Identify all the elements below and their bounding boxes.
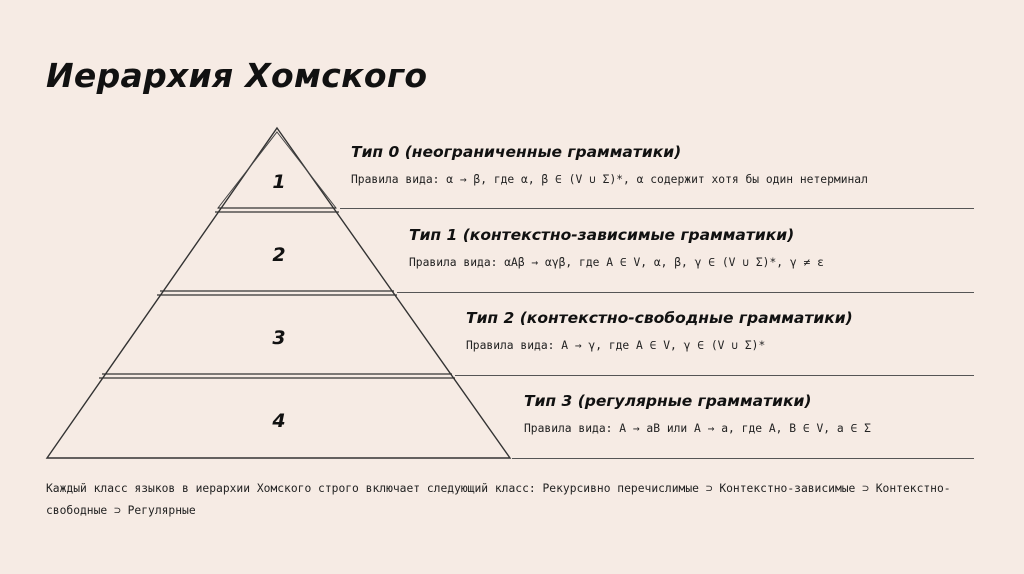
level-4-number: 4: [272, 410, 286, 432]
level-1-heading: Тип 0 (неограниченные грамматики): [351, 143, 682, 161]
level-1-number: 1: [272, 171, 286, 193]
level-4-block: [524, 392, 871, 435]
level-2-block: [409, 226, 824, 269]
footer-note: Каждый класс языков в иерархии Хомского строго включает следующий класс: Рекурсивно перечислимые ⊃ Контекстно-зависимые ⊃ Контекстно-свободные ⊃ Регулярные: [46, 482, 951, 517]
level-1-block: [351, 143, 868, 186]
level-3-number: 3: [272, 327, 286, 349]
level-3-heading: Тип 2 (контекстно-свободные грамматики): [466, 309, 853, 327]
slide-title: Иерархия Хомского: [46, 56, 428, 95]
level-3-block: [466, 309, 853, 352]
level-4-rule: [512, 458, 974, 459]
pyramid-band-1: [218, 132, 336, 208]
level-3-rule-text: Правила вида: A → γ, где A ∈ V, γ ∈ (V ∪ Σ)*: [466, 339, 766, 352]
level-3-rule: [455, 375, 974, 376]
level-4-heading: Тип 3 (регулярные грамматики): [524, 392, 812, 410]
level-2-rule-text: Правила вида: αAβ → αγβ, где A ∈ V, α, β, γ ∈ (V ∪ Σ)*, γ ≠ ε: [409, 256, 824, 269]
level-2-rule: [397, 292, 974, 293]
level-2-heading: Тип 1 (контекстно-зависимые грамматики): [409, 226, 795, 244]
level-1-rule: [340, 208, 974, 209]
level-2-number: 2: [272, 244, 286, 266]
level-1-rule-text: Правила вида: α → β, где α, β ∈ (V ∪ Σ)*, α содержит хотя бы один нетерминал: [351, 173, 868, 186]
level-4-rule-text: Правила вида: A → aB или A → a, где A, B ∈ V, a ∈ Σ: [524, 422, 871, 435]
